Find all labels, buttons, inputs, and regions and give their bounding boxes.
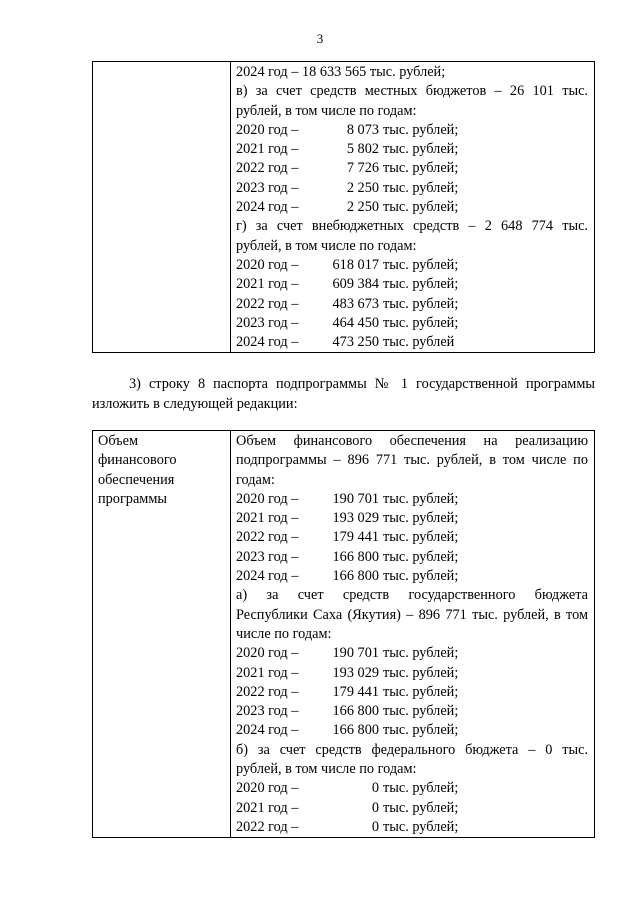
amount-unit: тыс. рублей; <box>383 780 459 797</box>
year-label: 2022 год – <box>236 160 299 177</box>
year-amount-line <box>236 333 588 352</box>
year-label: 2020 год – <box>236 256 299 273</box>
label-cell <box>93 62 231 353</box>
amount-unit: тыс. рублей; <box>383 510 459 527</box>
year-label: 2022 год – <box>236 818 299 835</box>
year-label: 2020 год – <box>236 645 299 662</box>
year-label: 2023 год – <box>236 179 299 196</box>
justified-line: а) за счет средств государственного бюджета <box>236 587 588 604</box>
funding-lines <box>236 63 588 352</box>
amount-unit: тыс. рублей; <box>383 256 459 273</box>
year-label: 2020 год – <box>236 490 299 507</box>
year-label: 2024 год – <box>236 334 299 351</box>
year-amount-line <box>236 664 588 683</box>
amount-unit: тыс. рублей; <box>383 703 459 720</box>
year-label: 2022 год – <box>236 683 299 700</box>
year-label: 2022 год – <box>236 529 299 546</box>
year-label: 2021 год – <box>236 141 299 158</box>
amount-unit: тыс. рублей; <box>383 568 459 585</box>
amount-unit: тыс. рублей; <box>383 664 459 681</box>
funding-cell <box>231 431 595 838</box>
amount-value: 2 250 <box>346 179 379 196</box>
year-amount-line <box>236 779 588 798</box>
amount-value: 8 073 <box>346 121 379 138</box>
amount-value: 2 250 <box>346 199 379 216</box>
year-amount-line <box>236 198 588 217</box>
year-amount-line <box>236 509 588 528</box>
year-amount-line <box>236 683 588 702</box>
amount-unit: тыс. рублей; <box>383 295 459 312</box>
amount-value: 473 250 <box>332 334 379 351</box>
year-amount-line <box>236 799 588 818</box>
year-label: 2021 год – <box>236 276 299 293</box>
justified-line: Республики Саха (Якутия) – 896 771 тыс. рублей, в том <box>236 606 588 623</box>
year-label: 2023 год – <box>236 703 299 720</box>
amount-unit: тыс. рублей; <box>383 121 459 138</box>
year-amount-line <box>236 256 588 275</box>
amount-value: 0 <box>371 799 379 816</box>
amount-unit: тыс. рублей; <box>383 548 459 565</box>
label-line: программы <box>98 490 168 507</box>
label-line: финансового <box>98 452 177 469</box>
text-line: 2024 год – 18 633 565 тыс. рублей; <box>236 64 446 80</box>
year-amount-line <box>236 121 588 140</box>
year-label: 2021 год – <box>236 664 299 681</box>
amount-unit: тыс. рублей; <box>383 799 459 816</box>
year-amount-line <box>236 567 588 586</box>
year-label: 2020 год – <box>236 780 299 797</box>
year-amount-line <box>236 179 588 198</box>
justified-line: в) за счет средств местных бюджетов – 26 101 тыс. <box>236 83 588 100</box>
year-amount-line <box>236 528 588 547</box>
row-label <box>93 431 230 509</box>
year-amount-line <box>236 548 588 567</box>
year-label: 2023 год – <box>236 314 299 331</box>
amount-value: 0 <box>371 780 379 797</box>
year-label: 2021 год – <box>236 510 299 527</box>
amount-value: 179 441 <box>332 529 379 546</box>
label-line: Объем <box>98 433 139 449</box>
table-row <box>93 62 595 353</box>
text-line: рублей, в том числе по годам: <box>236 761 417 778</box>
amount-value: 190 701 <box>332 645 379 662</box>
amount-value: 7 726 <box>346 160 379 177</box>
amount-value: 179 441 <box>332 683 379 700</box>
amount-value: 166 800 <box>332 722 379 739</box>
year-amount-line <box>236 295 588 314</box>
year-amount-line <box>236 818 588 837</box>
amount-unit: тыс. рублей <box>383 334 455 351</box>
year-label: 2021 год – <box>236 799 299 816</box>
text-line: годам: <box>236 471 275 488</box>
instruction-paragraph <box>92 375 595 414</box>
amount-unit: тыс. рублей; <box>383 529 459 546</box>
year-amount-line <box>236 702 588 721</box>
year-label: 2024 год – <box>236 568 299 585</box>
amount-unit: тыс. рублей; <box>383 818 459 835</box>
amount-value: 166 800 <box>332 548 379 565</box>
label-cell <box>93 431 231 838</box>
year-label: 2022 год – <box>236 295 299 312</box>
amount-value: 193 029 <box>332 664 379 681</box>
amount-value: 166 800 <box>332 568 379 585</box>
amount-value: 0 <box>371 818 379 835</box>
funding-lines <box>236 432 588 837</box>
text-line: рублей, в том числе по годам: <box>236 102 417 119</box>
amount-unit: тыс. рублей; <box>383 314 459 331</box>
amount-value: 618 017 <box>332 256 379 273</box>
year-amount-line <box>236 140 588 159</box>
year-amount-line <box>236 159 588 178</box>
funding-table-continued <box>92 61 595 353</box>
amount-unit: тыс. рублей; <box>383 722 459 739</box>
year-amount-line <box>236 490 588 509</box>
year-amount-line <box>236 721 588 740</box>
year-label: 2024 год – <box>236 722 299 739</box>
year-amount-line <box>236 644 588 663</box>
amount-value: 190 701 <box>332 490 379 507</box>
year-amount-line <box>236 275 588 294</box>
amount-unit: тыс. рублей; <box>383 490 459 507</box>
justified-line: г) за счет внебюджетных средств – 2 648 774 тыс. <box>236 218 588 235</box>
amount-unit: тыс. рублей; <box>383 179 459 196</box>
year-label: 2023 год – <box>236 548 299 565</box>
amount-value: 166 800 <box>332 703 379 720</box>
justified-line: подпрограммы – 896 771 тыс. рублей, в том числе по <box>236 452 588 469</box>
amount-value: 5 802 <box>346 141 379 158</box>
table-row <box>93 431 595 838</box>
amount-unit: тыс. рублей; <box>383 199 459 216</box>
paragraph-line: 3) строку 8 паспорта подпрограммы № 1 государственной программы <box>129 376 595 392</box>
amount-value: 609 384 <box>332 276 379 293</box>
justified-line: б) за счет средств федерального бюджета – 0 тыс. <box>236 741 588 758</box>
amount-unit: тыс. рублей; <box>383 276 459 293</box>
label-line: обеспечения <box>98 471 175 488</box>
text-line: рублей, в том числе по годам: <box>236 237 417 254</box>
subprogram-funding-table <box>92 430 595 838</box>
year-label: 2020 год – <box>236 121 299 138</box>
amount-unit: тыс. рублей; <box>383 683 459 700</box>
funding-cell <box>231 62 595 353</box>
year-label: 2024 год – <box>236 199 299 216</box>
amount-value: 464 450 <box>332 314 379 331</box>
paragraph-line: изложить в следующей редакции: <box>92 395 298 412</box>
amount-value: 193 029 <box>332 510 379 527</box>
amount-unit: тыс. рублей; <box>383 160 459 177</box>
amount-unit: тыс. рублей; <box>383 141 459 158</box>
amount-unit: тыс. рублей; <box>383 645 459 662</box>
justified-line: Объем финансового обеспечения на реализацию <box>236 433 588 449</box>
text-line: числе по годам: <box>236 625 332 642</box>
amount-value: 483 673 <box>332 295 379 312</box>
year-amount-line <box>236 314 588 333</box>
page-number: 3 <box>316 31 324 46</box>
